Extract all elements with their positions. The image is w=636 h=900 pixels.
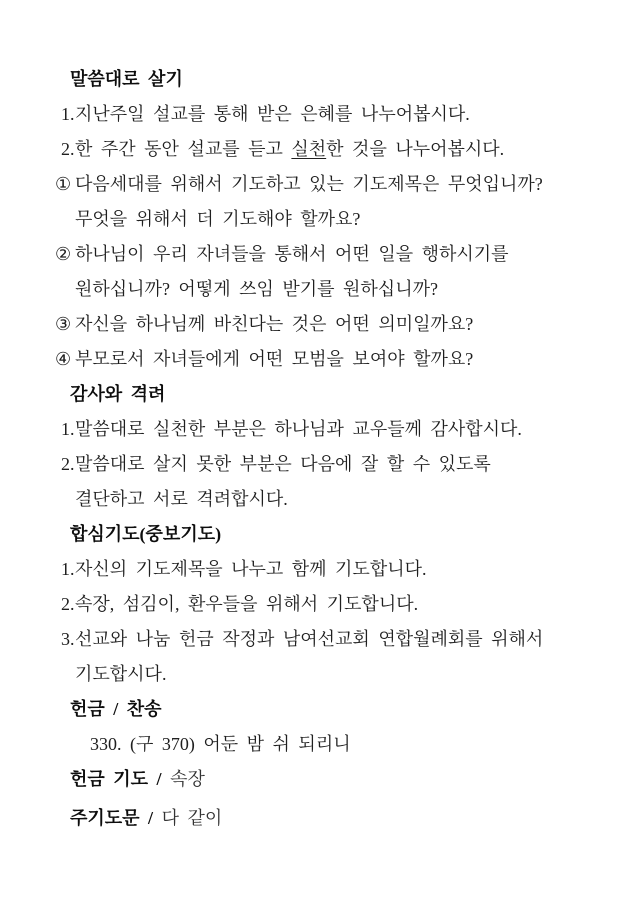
item-text: 부모로서 자녀들에게 어떤 모범을 보여야 할까요? — [75, 349, 474, 369]
item-text-before: 한 주간 동안 설교를 듣고 — [75, 139, 292, 159]
spacer — [153, 808, 162, 828]
section-heading-live-by-the-word: 말씀대로 살기 — [70, 69, 183, 89]
item-marker: ② — [55, 244, 72, 264]
list-item — [0, 412, 608, 447]
underlined-word: 실천 — [291, 139, 327, 159]
spacer — [162, 769, 171, 789]
item-text: 자신을 하나님께 바친다는 것은 어떤 의미일까요? — [75, 314, 474, 334]
item-marker: 1. — [61, 104, 75, 124]
item-text: 선교와 나눔 헌금 작정과 남여선교회 연합월례회를 위해서 기도합시다. — [75, 629, 544, 684]
list-item — [0, 237, 608, 307]
item-text: 지난주일 설교를 통해 받은 은혜를 나누어봅시다. — [75, 104, 470, 124]
list-item — [0, 622, 608, 692]
item-marker: ③ — [55, 314, 72, 334]
list-item — [0, 167, 608, 237]
item-text-after: 한 것을 나누어봅시다. — [326, 139, 505, 159]
item-text: 속장, 섬김이, 환우들을 위해서 기도합니다. — [75, 594, 419, 614]
item-marker: 1. — [61, 559, 75, 579]
section-heading-united-prayer: 합심기도(중보기도) — [70, 524, 222, 544]
item-marker: ④ — [55, 349, 72, 369]
item-marker: ① — [55, 174, 72, 194]
list-item — [0, 307, 608, 342]
section-heading-offering-hymn: 헌금 / 찬송 — [70, 699, 162, 719]
item-marker: 2. — [61, 594, 75, 614]
lords-prayer-label: 주기도문 / — [70, 808, 154, 828]
lords-prayer-value: 다 같이 — [161, 808, 223, 828]
offering-prayer-label: 헌금 기도 / — [70, 769, 162, 789]
row-offering-prayer — [0, 762, 608, 797]
list-item — [0, 587, 608, 622]
list-item — [0, 552, 608, 587]
list-item — [0, 342, 608, 377]
item-marker: 2. — [61, 139, 75, 159]
item-text: 다음세대를 위해서 기도하고 있는 기도제목은 무엇입니까? 무엇을 위해서 더 기도해야 할까요? — [75, 174, 543, 229]
item-text — [75, 132, 608, 167]
item-marker: 1. — [61, 419, 75, 439]
item-text: 하나님이 우리 자녀들을 통해서 어떤 일을 행하시기를 원하십니까? 어떻게 쓰임 받기를 원하십니까? — [75, 244, 509, 299]
offering-prayer-value: 속장 — [170, 769, 205, 789]
list-item — [0, 132, 608, 167]
item-marker: 3. — [61, 629, 75, 649]
list-item — [0, 447, 608, 517]
hymn-number-title: 330. (구 370) 어둔 밤 쉬 되리니 — [90, 734, 351, 754]
row-lords-prayer — [0, 801, 608, 836]
section-heading-thanks-and-encouragement: 감사와 격려 — [70, 384, 166, 404]
item-marker: 2. — [61, 454, 75, 474]
item-text: 말씀대로 실천한 부분은 하나님과 교우들께 감사합시다. — [75, 419, 522, 439]
item-text: 자신의 기도제목을 나누고 함께 기도합니다. — [75, 559, 427, 579]
list-item — [0, 97, 608, 132]
item-text: 말씀대로 살지 못한 부분은 다음에 잘 할 수 있도록 결단하고 서로 격려합시다. — [75, 454, 491, 509]
